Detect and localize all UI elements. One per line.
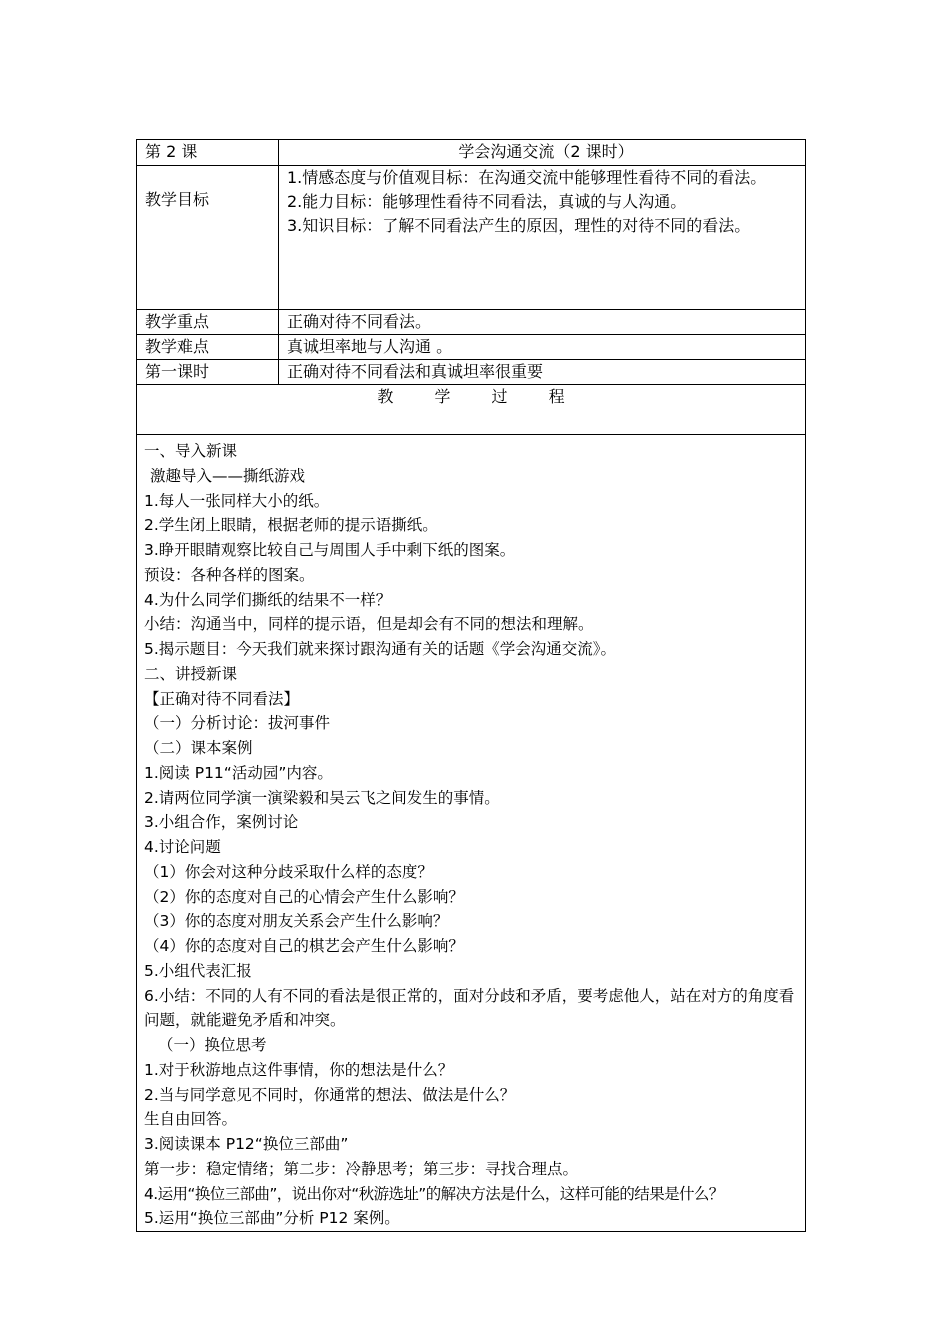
body-line: 5.揭示题目：今天我们就来探讨跟沟通有关的话题《学会沟通交流》。 — [144, 640, 617, 658]
key-point-row — [137, 310, 806, 335]
difficulty-label: 教学难点 — [137, 335, 279, 360]
goal-item: 1.情感态度与价值观目标：在沟通交流中能够理性看待不同的看法。 — [287, 168, 767, 187]
body-line: 1.对于秋游地点这件事情，你的想法是什么？ — [144, 1060, 454, 1079]
lesson-title: 学会沟通交流（2 课时） — [279, 140, 806, 166]
body-line: 第一步：稳定情绪；第二步：冷静思考；第三步：寻找合理点。 — [144, 1159, 579, 1178]
process-title-cell — [137, 385, 806, 435]
header-row — [137, 140, 806, 166]
goal-item: 3.知识目标：了解不同看法产生的原因，理性的对待不同的看法。 — [287, 216, 751, 235]
body-line: （4）你的态度对自己的棋艺会产生什么影响？ — [144, 937, 464, 955]
difficulty-row — [137, 335, 806, 360]
process-body — [137, 435, 806, 1232]
lesson-number: 第 2 课 — [137, 140, 279, 166]
process-row — [137, 385, 806, 435]
body-line: 激趣导入——撕纸游戏 — [150, 466, 306, 485]
body-line: 2.请两位同学演一演梁毅和吴云飞之间发生的事情。 — [144, 788, 500, 807]
key-point-value: 正确对待不同看法。 — [279, 310, 806, 335]
subsection-heading: 【正确对待不同看法】 — [144, 689, 300, 708]
body-line: 3.睁开眼睛观察比较自己与周围人手中剩下纸的图案。 — [144, 541, 516, 559]
first-period-row — [137, 360, 806, 385]
body-line: 4.运用“换位三部曲”，说出你对“秋游选址”的解决方法是什么，这样可能的结果是什么？ — [144, 1184, 724, 1203]
body-line: 3.阅读课本 P12“换位三部曲” — [144, 1135, 349, 1153]
goals-content — [279, 166, 806, 310]
body-line: 小结：沟通当中，同样的提示语，但是却会有不同的想法和理解。 — [144, 615, 594, 634]
body-line: 5.运用“换位三部曲”分析 P12 案例。 — [144, 1209, 400, 1228]
goals-row — [137, 166, 806, 310]
body-line: 2.学生闭上眼睛，根据老师的提示语撕纸。 — [144, 516, 438, 535]
body-line: 2.当与同学意见不同时，你通常的想法、做法是什么？ — [144, 1085, 516, 1104]
key-point-label: 教学重点 — [137, 310, 279, 335]
subsection-heading: （一）换位思考 — [158, 1036, 267, 1054]
first-period-label: 第一课时 — [137, 360, 279, 385]
body-line: （二）课本案例 — [144, 739, 253, 757]
body-line: （3）你的态度对朋友关系会产生什么影响？ — [144, 912, 449, 931]
difficulty-value: 真诚坦率地与人沟通 。 — [279, 335, 806, 360]
body-line: （一）分析讨论：拔河事件 — [144, 714, 331, 733]
body-line: 5.小组代表汇报 — [144, 961, 252, 980]
body-line: 3.小组合作，案例讨论 — [144, 813, 299, 832]
body-line: 4.讨论问题 — [144, 838, 221, 856]
goals-label: 教学目标 — [137, 166, 279, 310]
body-line: 1.阅读 P11“活动园”内容。 — [144, 763, 333, 782]
process-title: 教 学 过 程 — [377, 387, 583, 406]
body-line: 1.每人一张同样大小的纸。 — [144, 491, 330, 510]
lesson-plan-table — [136, 139, 806, 1232]
section-heading: 一、导入新课 — [144, 442, 238, 460]
first-period-value: 正确对待不同看法和真诚坦率很重要 — [279, 360, 806, 385]
body-line: 生自由回答。 — [144, 1110, 238, 1129]
body-line: 预设：各种各样的图案。 — [144, 565, 315, 584]
body-line: （1）你会对这种分歧采取什么样的态度？ — [144, 862, 433, 881]
goal-item: 2.能力目标：能够理性看待不同看法，真诚的与人沟通。 — [287, 192, 687, 211]
body-line: 6.小结：不同的人有不同的看法是很正常的，面对分歧和矛盾，要考虑他人，站在对方的角度看问题，就能避免矛盾和冲突。 — [144, 986, 795, 1030]
process-body-row — [137, 435, 806, 1232]
section-heading: 二、讲授新课 — [144, 664, 238, 683]
body-line: 4.为什么同学们撕纸的结果不一样？ — [144, 590, 392, 609]
body-line: （2）你的态度对自己的心情会产生什么影响？ — [144, 887, 464, 906]
